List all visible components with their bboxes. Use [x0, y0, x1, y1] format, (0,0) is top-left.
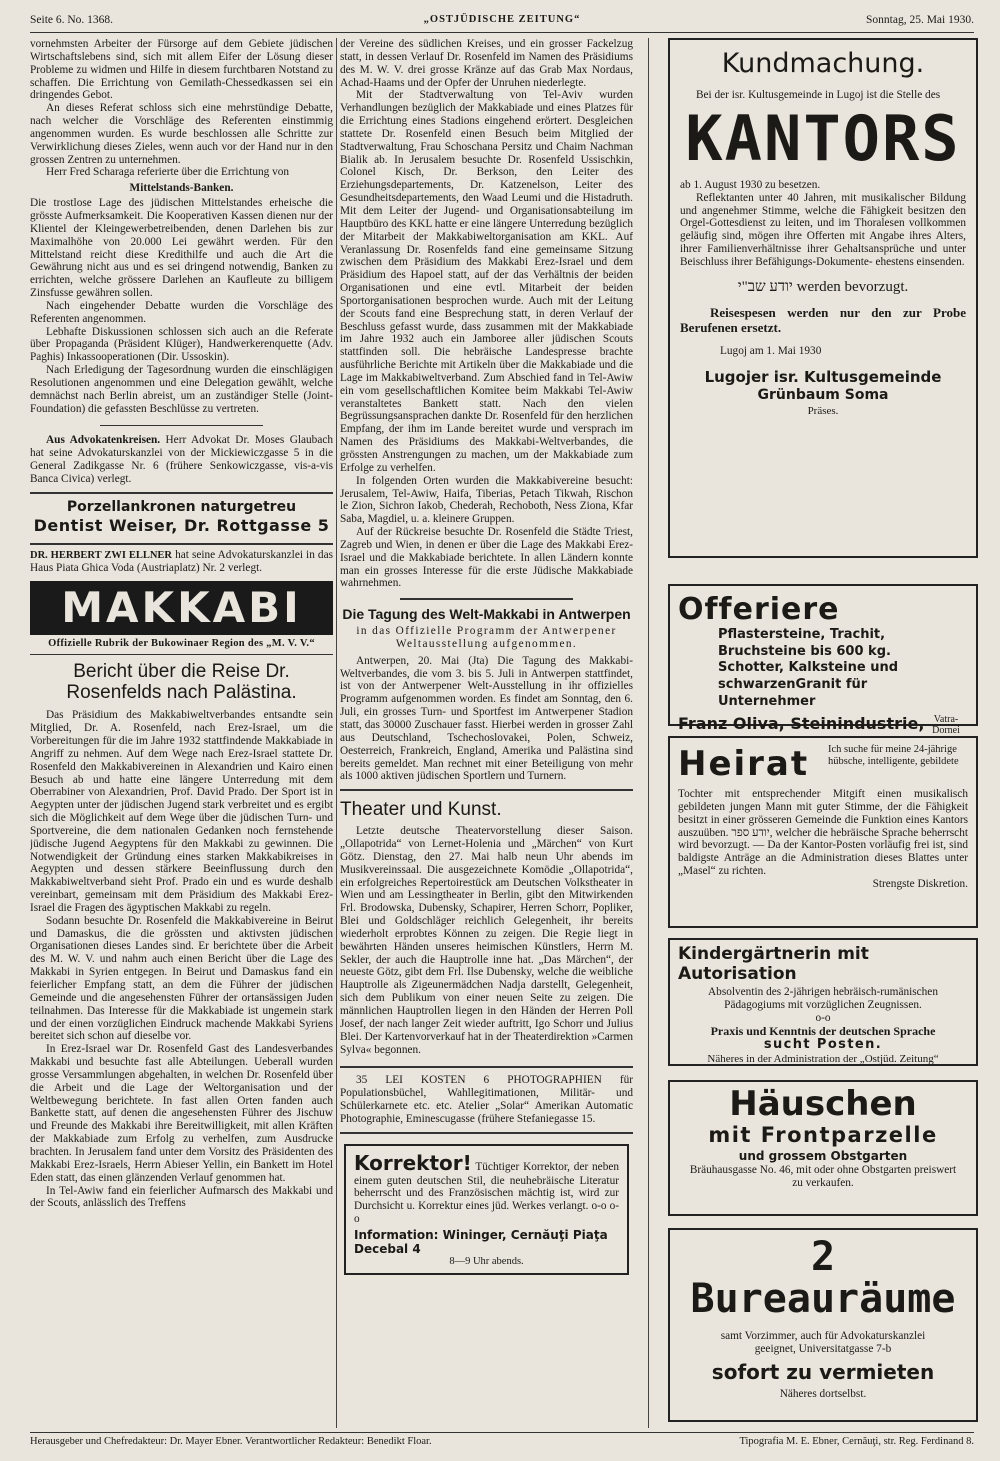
column-divider [648, 38, 649, 1428]
ad-hours: 8—9 Uhr abends. [449, 1255, 524, 1267]
ad-text: Absolventin des 2-jährigen hebräisch-rumänischen Pädagogiums mit vorzüglichen Zeugnissen. [708, 986, 938, 1011]
ad-photo: 35 LEI KOSTEN 6 PHOTOGRAPHIEN für Populationsbüchel, Wahllegitimationen, Militär- und Schülerkarnete etc. etc. Atelier „Solar“ Amerikan Automatic Photographie, Eminescugasse (frühere Stefaniegasse 15. [340, 1074, 633, 1125]
notice-text: Herr Advokat Dr. Moses Glaubach hat seine Advokaturskanzlei von der Mickiewiczgasse 5 in die General Zadikgasse Nr. 6 (frühere Senkowiczgasse, vis-a-vis Banca Civica) verlegt. [30, 434, 333, 485]
ad-text: Bräuhausgasse No. 46, mit oder ohne Obstgarten preiswert zu verkaufen. [689, 1164, 957, 1190]
ad-top [678, 744, 968, 788]
footer-editors: Herausgeber und Chefredakteur: Dr. Mayer Ebner. Verantwortlicher Redakteur: Benedikt Floar. [30, 1436, 432, 1447]
notice-name: DR. HERBERT ZWI ELLNER [30, 549, 172, 561]
ad-text: Bei der isr. Kultusgemeinde in Lugoj ist die Stelle des [696, 89, 941, 101]
ad-text [678, 627, 968, 710]
page-header [30, 12, 974, 33]
ad-heading: Kindergärtnerin mit Autorisation [678, 944, 869, 984]
article-paragraph: Letzte deutsche Theatervorstellung dieser Saison. „Ollapotrida“ von Lernet-Holenia und „Märchen“ von Kurt Götz. Dienstag, den 27. Mai halb neun Uhr abends im Musikvereinssaal. Die ausgezeichnete Komödie „Ollapotrida“, ein erfolgreiches Repertoirestück am Deutschen Volkstheater in Wien und am Lessingtheater in Berlin, gibt den Mitwirkenden Frl. Brodowska, Dubensky, Schapirer, Herren Schorr, Popliker, Blei und Goldschläger reichlich Gelegenheit, ihr bereits wiederholt erprobtes Können zu zeigen. Die Regie liegt in bewährten Händen unseres heimischen Künstlers, Herrn M. Sekler, der auch die Hauptrolle inne hat. „Das Märchen“, der neueste Götz, gibt dem Frl. Ilse Dubensky, welche die weibliche Hauptrolle als Zigeunermädchen Nadja darstellt, Gelegenheit, sich dem Publikum von einer neuen Seite zu zeigen. Die männlichen Hauptrollen liegen in den Händen der Herren Poll Josef, der nach langer Zeit wieder auftritt, Igo Schorr und Julius Blei. Der Kartenvorverkauf hat in der Theaterdirektion »Carmen Sylva« begonnen. [340, 825, 633, 1056]
ad-line: mit Frontparzelle [708, 1123, 938, 1148]
article-paragraph: Nach Erledigung der Tagesordnung wurden die einschlägigen Resolutionen angenommen und eine Delegation gewählt, welche demnächst nach Berlin abreist, um an zuständiger Stelle (Joint-Foundation) die gefassten Beschlüsse zu vertreten. [30, 364, 333, 415]
ad-footer [678, 714, 968, 736]
article-paragraph: Antwerpen, 20. Mai (Jta) Die Tagung des Makkabi-Weltverbandes, die vom 3. bis 5. Juli in Antwerpen stattfindet, ist von der Antwerpener Welt-Ausstellung in ihr offizielles Programm aufgenommen worden. Es findet am Sonntag, den 6. Juli, ein grosses Turn- und Sportfest im Antwerpener Stadion statt, das 30000 Zuschauer fasst. Hierbei werden in grosser Zahl aus Deutschland, Tschechoslovakei, Polen, Schweiz, Oesterreich, Frankreich, England, Amerika und Palästina sind bereits gemeldet. Man rechnet mit einer Beteiligung von mehr als 1000 aktiven jüdischen Sportlern und Turnern. [340, 654, 633, 783]
masthead-title: „OSTJÜDISCHE ZEITUNG“ [423, 14, 581, 25]
ad-firm: Franz Oliva, Steinindustrie, [678, 714, 925, 734]
ad-text: Reisespesen werden nur den zur Probe Berufenen ersetzt. [680, 304, 966, 335]
article-paragraph: Das Präsidium des Makkabiweltverbandes entsandte sein Mitglied, Dr. A. Rosenfeld, nach Erez-Israel, um die Vorbereitungen für die im Jahre 1932 stattfindende Makkabiade in Angriff zu nehmen. Auf dem Wege nach Erez-Israel stattete Dr. Rosenfeld den Makkabivereinen in Alexandrien und Kairo einen Besuch ab und hatte eine längere Unterredung mit dem Oberrabiner von Alexandrien, Prof. David Prado. Der Sport ist in Aegypten unter der jüdischen Jugend stark verbreitet und es ergibt sich die Möglichkeit auf dem Wege über die jüdischen Turn- und Sportvereine, die dem nationalen Gedanken noch fernstehende jüdische Jugend Aegyptens für den Makkabi zu gewinnen. Die Notwendigkeit der Gründung eines starken Makkabikreises in Aegypten und dessen stärkere Beeinflussung durch den Makkabiweltverband sieht Prof. Prado ein und es wurde deshalb vereinbart, gemeinsam mit dem Präsidium des Makkabi Erez-Israel die Fragen des ägyptischen Makkabi zu regeln. [30, 709, 333, 914]
article-paragraph: vornehmsten Arbeiter der Fürsorge auf dem Gebiete jüdischen Wirtschaftslebens sind, sich mit allem Eifer der Lösung dieser Probleme zu widmen und Hilfe in diesem furchtbaren Notstand zu schaffen. Die Errichtung von Gemilath-Chessedkassen sei ein dringendes Gebot. [30, 38, 333, 102]
article-paragraph: Lebhafte Diskussionen schlossen sich auch an die Referate über Propaganda (Präsident Klüger), Handwerkerenquette (Adv. Paghis) Inkassooperationen (Dir. Ussoskin). [30, 325, 333, 364]
article-paragraph: der Vereine des südlichen Kreises, und ein grosser Fackelzug statt, in dessen Verlauf Dr. Rosenfeld im Namen des Präsidiums des M. W. V. drei grosse Kränze auf das Grab Max Nordaus, Achad-Haams und der Opfer der Unruhen niederlegte. [340, 38, 633, 89]
ad-line: schwarzenGranit für Unternehmer [718, 676, 868, 709]
ad-heading: Offeriere [678, 592, 840, 627]
ad-heading: Häuschen [729, 1084, 917, 1124]
section-subheading: Mittelstands-Banken. [129, 182, 234, 195]
article-paragraph: Auf der Rückreise besuchte Dr. Rosenfeld die Städte Triest, Zagreb und Wien, in denen er über die Lage des Makkabi Erez-Israel und die Makkabiade berichtete. In allen Ländern konnte man ein grosses Interesse für die erste Jüdische Makkabiade wahrnehmen. [340, 526, 633, 590]
divider [340, 1066, 633, 1068]
article-paragraph: Mit der Stadtverwaltung von Tel-Aviv wurden Verhandlungen bezüglich der Makkabiade und eines Platzes für die Errichtung eines Stadions eingehend erörtert. Desgleichen stattete Dr. Rosenfeld einen Besuch beim Mitglied der Stadtverwaltung, Frau Schoschana Persitz und Chaim Nachman Bialik ab. In Jerusalem besuchte Dr. Rosenfeld Ussischkin, Colonel Kisch, Dr. Berkson, den Leiter des Erziehungsdepartements, Dr. Katzenelson, Leiter des Gesundheitsdepartements, den Waad Leumi und die Histadruth. Mit dem Leiter der Jugend- und Organisationsabteilung im Hauptbüro des KKL hatte er eine längere Unterredung bezüglich der Mitarbeit der Makkabiweltorganisation am KKL. Auf Veranlassung Dr. Rosenfelds fand eine gemeinsame Sitzung zwischen dem Präsidium des Makkabi Erez-Israel und dem Präsidium des Hapoel statt, auf der das Verhältnis der beiden Organisationen und eine evtl. Mitarbeit der beiden Sportorganisationen besprochen wurde. Auch mit der Leitung der Scouts fand eine Besprechung statt, in deren Verlauf der Beschluss gefasst wurde, dass zusammen mit der Makkabiade im Jahre 1932 auch ein Jamboree aller jüdischen Scouts stattfinden soll. Die hebräische Landespresse brachte ausführliche Berichte mit Artikeln über die Makkabiade und die Lage im Makkabiweltverband. Zum Abschied fand in Tel-Awiw ein vom gesellschaftlichen Komitee beim Makkabi Tel-Awiw veranstaltetes Bankett statt. Nach den vielen Begrüssungsansprachen dankte Dr. Rosenfeld für den herzlichen Empfang, der ihm im Lande bereitet wurde und versprach im Namen des Präsidiums des Makkabi-Weltverbandes, die grössten Anstrengungen zu machen, um der Makkabiade zum Erfolge zu verhelfen. [340, 89, 633, 474]
ad-text: o-o [815, 1011, 831, 1024]
makkabi-logo: MAKKABI [61, 582, 302, 632]
ad-heading: Heirat [678, 744, 810, 784]
ad-text: samt Vorzimmer, auch für Advokaturskanzlei geeignet, Universitatgasse 7-b [720, 1330, 926, 1355]
article-paragraph: Sodann besuchte Dr. Rosenfeld die Makkabivereine in Beirut und Damaskus, die die grössten und aktivsten jüdischen Organisationen dieses Landes sind. Er berichtete über die Arbeit des M. W. V. und nahm auch einen Bericht über die Lage des Makkabi in Syrien entgegen. In Beirut und Damaskus fand ein feierlicher Empfang statt, an dem die Führer der jüdischen Gemeinde und die angesehensten Führer der ortansässigen Juden teilnahmen. Das Interesse für die Makkabiade ist ungemein stark und der einen vorzüglichen Eindruck machende Makkabi Syriens bereitet sich schon auf dieselbe vor. [30, 914, 333, 1043]
ad-line: Porzellankronen naturgetreu [66, 498, 297, 515]
ad-text: Lugoj am 1. Mai 1930 [720, 345, 822, 358]
ad-heirat [668, 736, 978, 928]
column-left [30, 38, 333, 1426]
column-divider [336, 38, 337, 1428]
article-paragraph: In folgenden Orten wurden die Makkabivereine besucht: Jerusalem, Tel-Awiw, Haifa, Tiberias, Petach Tikwah, Rischon le Zion, Sichron Iakob, Chederah, Rechoboth, Ness Ziona, Kfar Saba, Magdiel, u. a. kleinere Gruppen. [340, 474, 633, 526]
ad-contact: Information: Wininger, Cernăuţi Piaţa Decebal 4 [354, 1227, 608, 1256]
article-paragraph: In Tel-Awiw fand ein feierlicher Aufmarsch des Makkabi und der Scouts, anlässlich des Treffens [30, 1184, 333, 1210]
ad-side-text: Ich suche für meine 24-jährige hübsche, intelligente, gebildete [828, 744, 959, 767]
article-paragraph: Die trostlose Lage des jüdischen Mittelstandes erheische die grösste Aufmerksamkeit. Die Kooperativen Kassen dienen nur der Klientel der Kleingewerbetreibenden, denen Darlehen bis zur Maximalhöhe von 20.000 Lei gewährt werden. Für den Mittelstand reicht diese Kredithilfe und auch die Art die Gewährung nicht aus und es sei dringend notwendig, Banken zu errichten, welche grössere Darlehen an Kaufleute zu billigem Zinsfusse gewähren sollen. [30, 197, 333, 300]
issue-date: Sonntag, 25. Mai 1930. [866, 14, 974, 26]
ad-line: und grossem Obstgarten [738, 1149, 908, 1164]
article-paragraph: Herr Fred Scharaga referierte über die Errichtung von [46, 166, 290, 179]
ad-offeriere [668, 584, 978, 737]
column-right [668, 38, 978, 1426]
ad-kundmachung [668, 38, 978, 558]
ad-heading: 2 Bureauräume [690, 1234, 956, 1322]
ad-text: Reflektanten unter 40 Jahren, mit musikalischer Bildung und angenehmer Stimme, welche die Fähigkeit besitzen den Orgel-Gottesdienst zu leiten, und im Thoralesen vollkommen geläufig sind, mögen ihre Offerten mit Angabe ihres Alters, ihrer Familienverhältnisse ihrer Gehaltsansprüche und unter Beischluss ihrer Befähigungs-Dokumente- ehestens einsenden. [680, 191, 966, 268]
article-paragraph: Nach eingehender Debatte wurden die Vorschläge des Referenten angenommen. [30, 299, 333, 325]
ad-signature: Grünbaum Soma [757, 387, 889, 404]
ad-signature: Lugojer isr. Kultusgemeinde [704, 368, 942, 387]
divider [30, 492, 333, 494]
ad-kindergaertnerin [668, 938, 978, 1066]
divider [400, 598, 573, 600]
notice-text: hat seine Advokaturskanzlei in das Haus Piata Ghica Voda (Austriaplatz) Nr. 2 verlegt. [30, 548, 333, 574]
ad-text [354, 1152, 619, 1226]
ad-haeuschen [668, 1080, 978, 1216]
ad-line: sofort zu vermieten [711, 1359, 935, 1384]
article-paragraph: An dieses Referat schloss sich eine mehrstündige Debatte, nach welcher die Vorschläge des Referenten einstimmig angenommen wurden. Es wurde beschlossen alle Schritte zur Verwirklichung dieses Zieles, wenn auch vor der Hand nur in den grossen Zentren zu unternehmen. [30, 102, 333, 166]
ad-line: Schotter, Kalksteine und [718, 660, 899, 676]
ad-line: Dentist Weiser, Dr. Rottgasse 5 [33, 516, 330, 536]
page-footer [30, 1432, 974, 1451]
ad-signature: Präses. [807, 404, 839, 417]
divider [100, 425, 263, 426]
ad-text: sucht Posten. [763, 1037, 883, 1053]
ad-line: Bruchsteine bis 600 kg. [718, 643, 891, 659]
divider [340, 789, 633, 791]
ad-text: Strengste Diskretion. [872, 877, 968, 890]
divider [30, 543, 333, 545]
ad-place: Vatra-Dornei [932, 714, 960, 737]
makkabi-banner [30, 581, 333, 635]
ad-porzellan [30, 498, 333, 537]
ad-headline: KANTORS [685, 101, 961, 175]
ad-body: Tüchtiger Korrektor, der neben einem guten deutschen Stil, die neuhebräische Literatur beherrscht und des Französischen mächtig ist, wird zur Durchsicht u. Korrektur eines jüd. Werkes verlangt. o-o o-o [354, 1160, 620, 1226]
notice-heading: Aus Advokatenkreisen. [46, 434, 161, 447]
notice-ellner [30, 549, 333, 575]
section-title: Theater und Kunst. [340, 799, 502, 821]
article-subtitle: in das Offizielle Programm der Antwerpener Weltausstellung aufgenommen. [356, 625, 617, 650]
ad-heading: Kundmachung. [721, 48, 925, 79]
column-middle [340, 38, 633, 1426]
ad-heading: Korrektor! [354, 1150, 472, 1175]
ad-text: Praxis und Kenntnis der deutschen Sprache [710, 1023, 936, 1038]
article-title: Die Tagung des Welt-Makkabi in Antwerpen [342, 606, 631, 623]
makkabi-subtitle: Offizielle Rubrik der Bukowinaer Region des „M. V. V.“ [48, 637, 315, 649]
ad-text: יודע שב"י werden bevorzugt. [737, 278, 909, 295]
divider [340, 1132, 633, 1134]
article-paragraph: In Erez-Israel war Dr. Rosenfeld Gast des Landesverbandes Makkabi und besuchte fast alle Abteilungen. Ueberall wurden grosse Versammlungen abgehalten, in welchen Dr. Rosenfeld über die Arbeit und die Lage der Weltorganisation und der Weltbewegung berichtete. In fast allen Orten fanden auch Bankette statt, auf denen die angesehensten Führer des Jischuw und Freunde des Makkabi ihre Bereitwilligkeit, mit allen Kräften der Makkabiade zum Erfolg zu verhelfen, zum Ausdrucke brachten. In Jerusalem fand unter dem Vorsitz des Präsidenten des Makkabi Erez-Israels, Herrn Abieser Yellin, ein Bankett im Hotel Eden statt, das einen glänzenden Verlauf genommen hat. [30, 1043, 333, 1184]
ad-bureauraeume [668, 1228, 978, 1422]
ad-text: Näheres in der Administration der „Ostjüd. Zeitung“ [707, 1052, 939, 1065]
notice-advokaten [30, 434, 333, 485]
ad-line: Pflastersteine, Trachit, [718, 627, 886, 642]
footer-printer: Tipografia M. E. Ebner, Cernăuţi, str. Reg. Ferdinand 8. [739, 1436, 974, 1447]
page-number: Seite 6. No. 1368. [30, 14, 114, 26]
ad-text: ab 1. August 1930 zu besetzen. [680, 178, 821, 191]
ad-korrektor [344, 1144, 629, 1275]
divider [30, 654, 333, 655]
ad-text: Näheres dortselbst. [779, 1387, 867, 1400]
article-title: Bericht über die Reise Dr. Rosenfelds nach Palästina. [66, 660, 297, 704]
ad-text: Tochter mit entsprechender Mitgift einen musikalisch gebildeten jungen Mann mit guter Stimme, der die Fähigkeit besitzt in einer grösseren Gemeinde die Funktion eines Kantors auszuüben. יודע ספר, welcher die hebräische Sprache beherrscht wird bevorzugt. — Da der Kantor-Posten vorläufig frei ist, sind baldigste Anträge an die Administration dieses Blattes unter „Masel“ zu richten. [678, 788, 968, 878]
